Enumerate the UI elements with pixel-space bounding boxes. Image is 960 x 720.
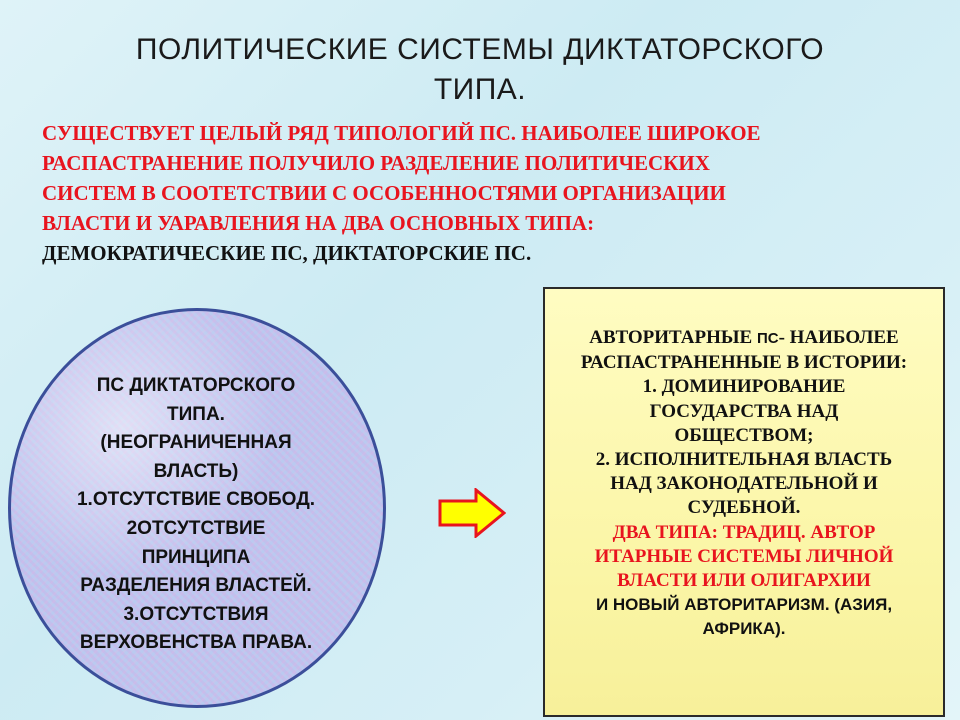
circle-line: 2ОТСУТСТВИЕ [126,517,266,539]
new-authoritarianism-line: И НОВЫЙ АВТОРИТАРИЗМ. (АЗИЯ, [595,595,893,615]
circle-line: ВЕРХОВЕНСТВА ПРАВА. [79,632,313,654]
intro-line: ВЛАСТИ И УАРАВЛЕНИЯ НА ДВА ОСНОВНЫХ ТИПА: [42,211,595,235]
heading-part: АВТОРИТАРНЫЕ [589,327,757,348]
box-heading-line2: РАСПАСТРАНЕННЫЕ В ИСТОРИИ: [580,352,908,374]
box-heading [545,326,943,351]
circle-line: ТИПА. [167,403,225,425]
heading-part: - НАИБОЛЕЕ [778,327,899,348]
title-line-1: ПОЛИТИЧЕСКИЕ СИСТЕМЫ ДИКТАТОРСКОГО [135,33,825,66]
list-item-2: 2. ИСПОЛНИТЕЛЬНАЯ ВЛАСТЬ [595,449,893,471]
circle-line: ПС ДИКТАТОРСКОГО [96,375,296,396]
circle-line: (НЕОГРАНИЧЕННАЯ [100,432,292,454]
new-authoritarianism-line: АФРИКА). [702,619,786,639]
list-item-1-cont: ГОСУДАРСТВА НАД [649,400,839,422]
intro-paragraph [42,118,922,268]
circle-line: ВЛАСТЬ) [153,460,239,482]
circle-line: 1.ОТСУТСТВИЕ СВОБОД. [76,489,316,511]
authoritarian-text [545,326,943,642]
list-item-1: 1. ДОМИНИРОВАНИЕ [642,376,846,398]
intro-conclusion: ДЕМОКРАТИЧЕСКИЕ ПС, ДИКТАТОРСКИЕ ПС. [42,241,532,265]
right-arrow-icon [438,488,506,538]
intro-line: СУЩЕСТВУЕТ ЦЕЛЫЙ РЯД ТИПОЛОГИЙ ПС. НАИБОЛЕЕ ШИРОКОЕ [42,121,761,145]
list-item-2-cont: СУДЕБНОЙ. [687,497,801,519]
circle-line: РАЗДЕЛЕНИЯ ВЛАСТЕЙ. [80,575,312,597]
list-item-2-cont: НАД ЗАКОНОДАТЕЛЬНОЙ И [610,473,878,495]
slide-title [60,30,900,110]
heading-abbr: ПС [756,330,779,347]
circle-text [40,372,352,658]
arrow-shape [440,490,504,536]
list-item-1-cont: ОБЩЕСТВОМ; [674,424,814,446]
types-line: ИТАРНЫЕ СИСТЕМЫ ЛИЧНОЙ [594,545,894,567]
title-line-2: ТИПА. [433,73,527,106]
circle-line: ПРИНЦИПА [141,546,251,568]
circle-line: 3.ОТСУТСТВИЯ [123,603,269,625]
types-line: ВЛАСТИ ИЛИ ОЛИГАРХИИ [617,570,871,592]
intro-line: СИСТЕМ В СООТЕТСТВИИ С ОСОБЕННОСТЯМИ ОРГАНИЗАЦИИ [42,181,726,205]
types-line: ДВА ТИПА: ТРАДИЦ. АВТОР [612,521,876,543]
intro-line: РАСПАСТРАНЕНИЕ ПОЛУЧИЛО РАЗДЕЛЕНИЕ ПОЛИТИЧЕСКИХ [42,151,710,175]
